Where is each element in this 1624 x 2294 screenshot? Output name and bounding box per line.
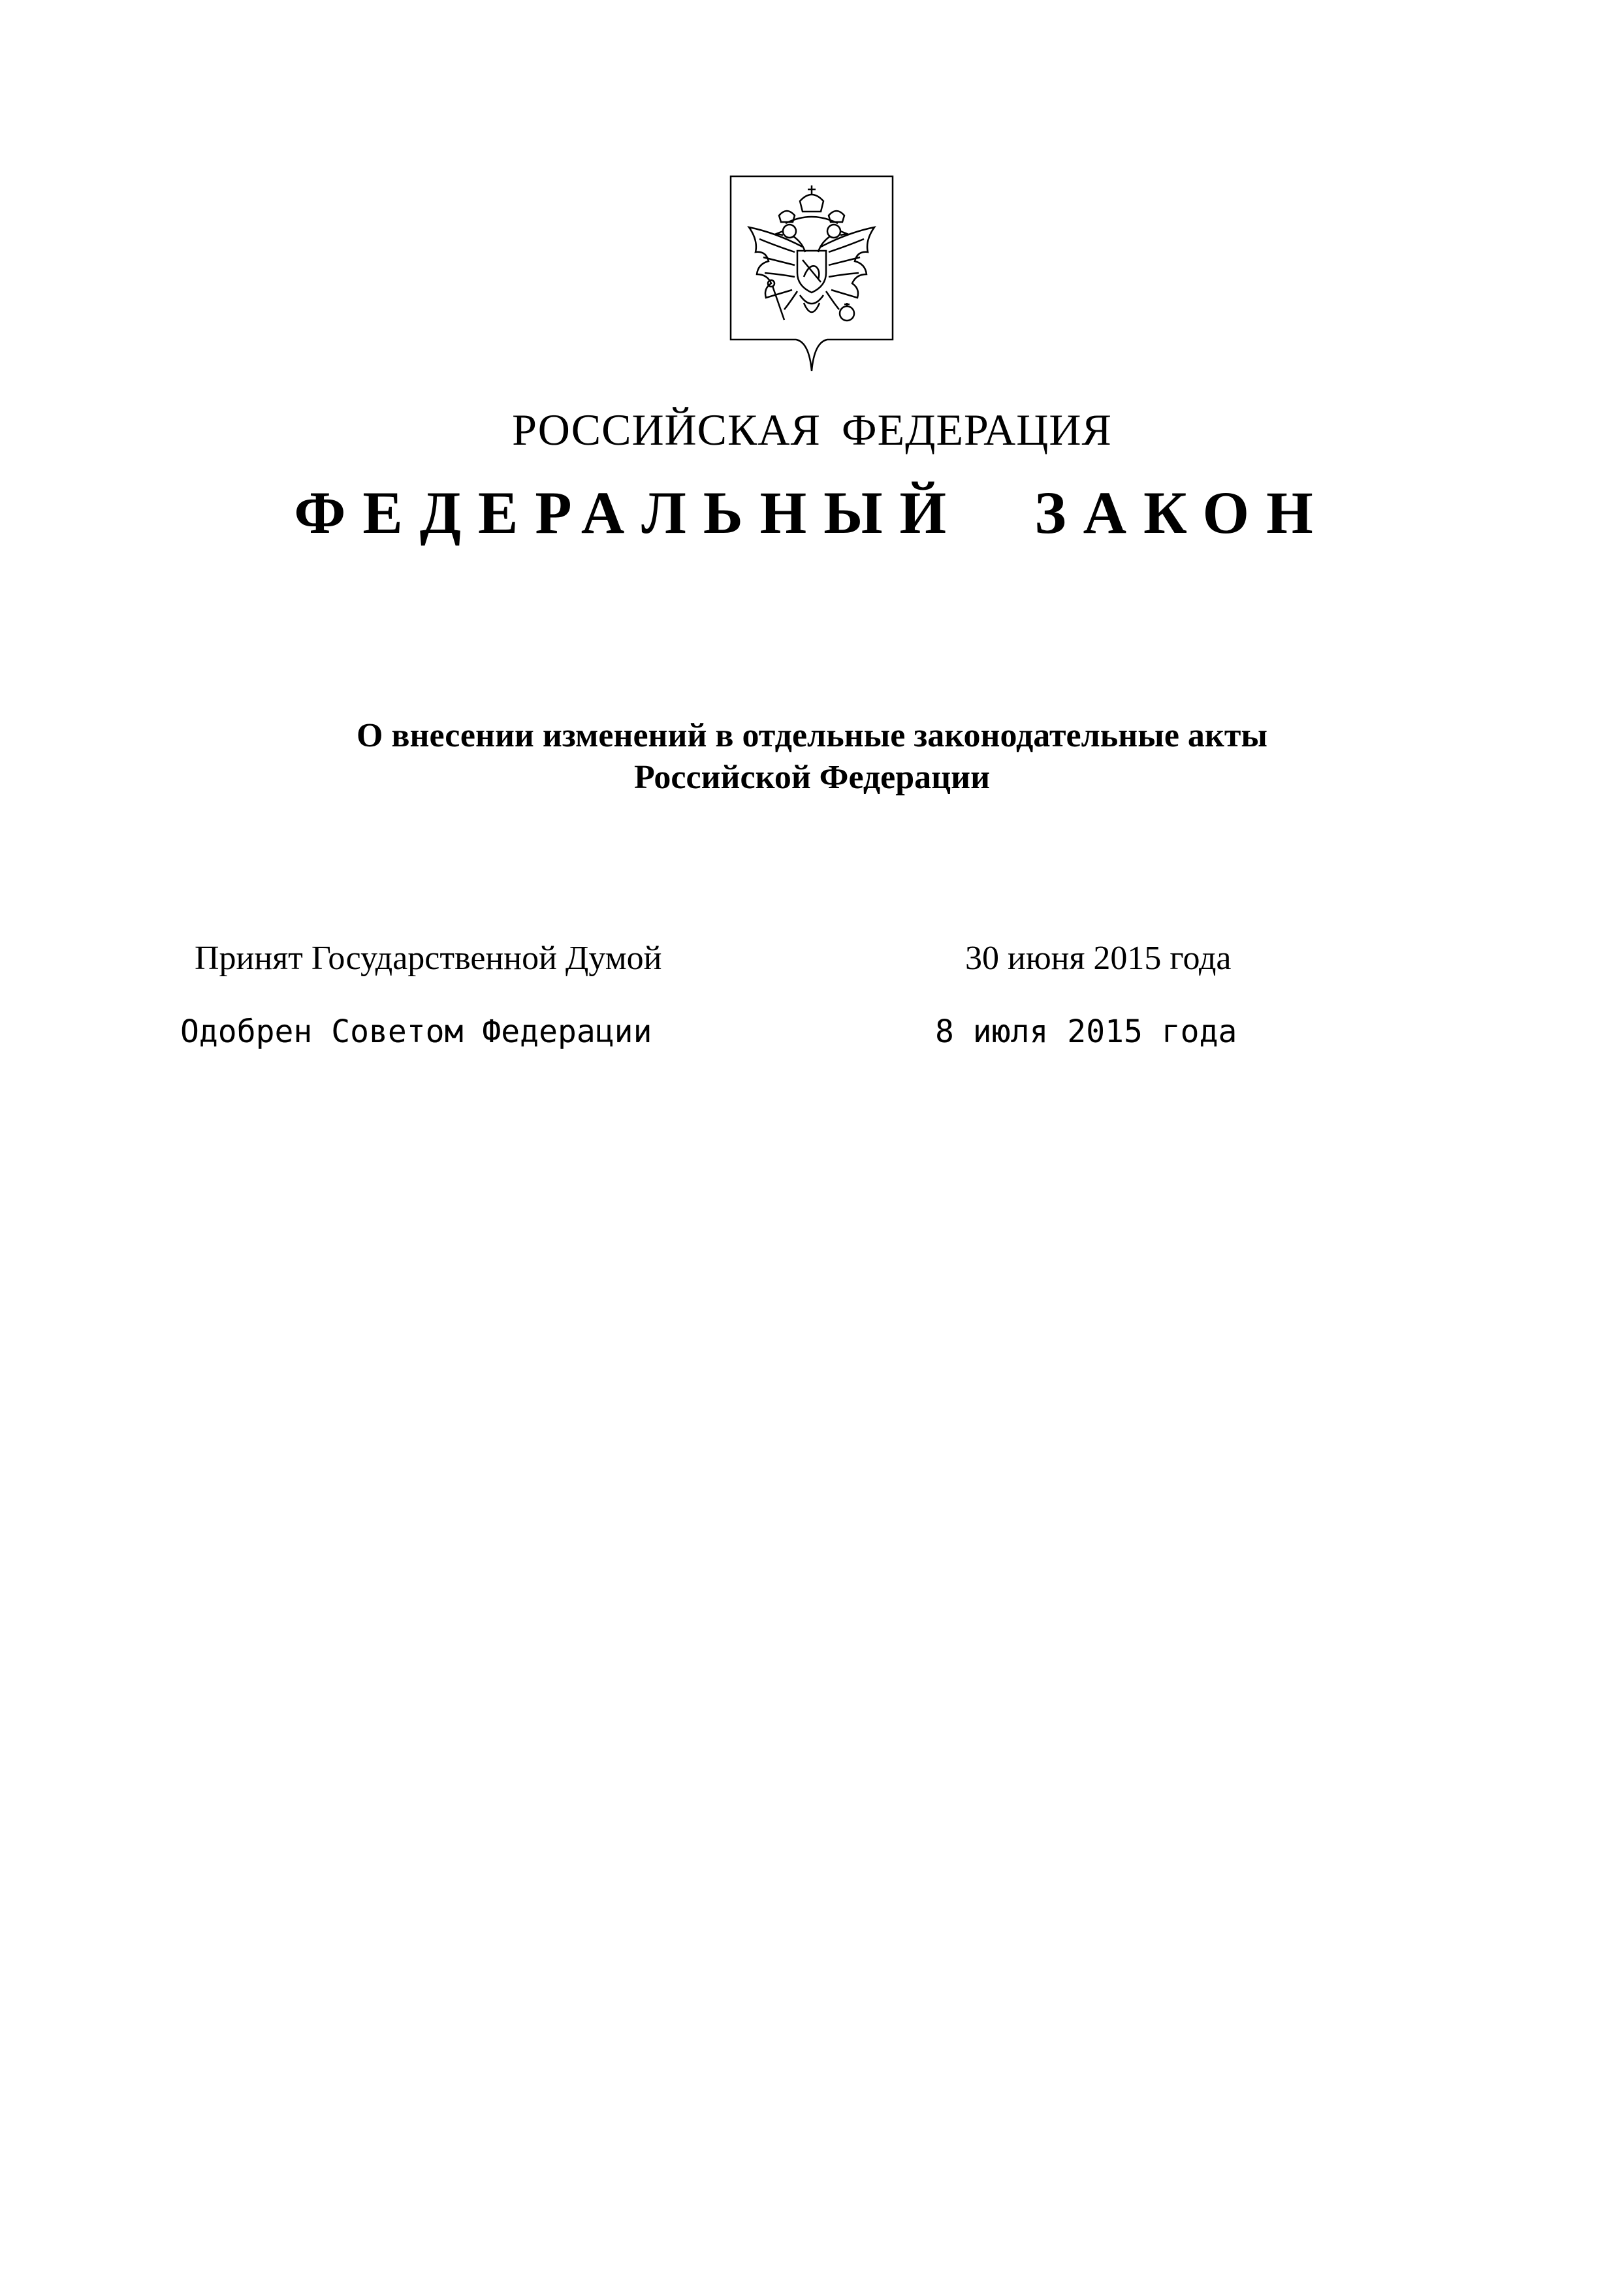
law-title-line-2: Российской Федерации <box>633 759 991 796</box>
council-approval-date: 8 июля 2015 года <box>935 1013 1237 1050</box>
law-title-line-1: О внесении изменений в отдельные законодательные акты <box>356 717 1267 754</box>
council-approval-label: Одобрен Советом Федерации <box>180 1013 652 1050</box>
coat-of-arms-icon <box>729 175 894 372</box>
duma-adoption-label: Принят Государственной Думой <box>195 940 662 977</box>
law-title <box>0 715 1624 799</box>
document-type: ФЕДЕРАЛЬНЫЙ ЗАКОН <box>294 479 1330 546</box>
country-name: РОССИЙСКАЯ ФЕДЕРАЦИЯ <box>512 405 1112 454</box>
duma-adoption-date: 30 июня 2015 года <box>965 940 1232 977</box>
